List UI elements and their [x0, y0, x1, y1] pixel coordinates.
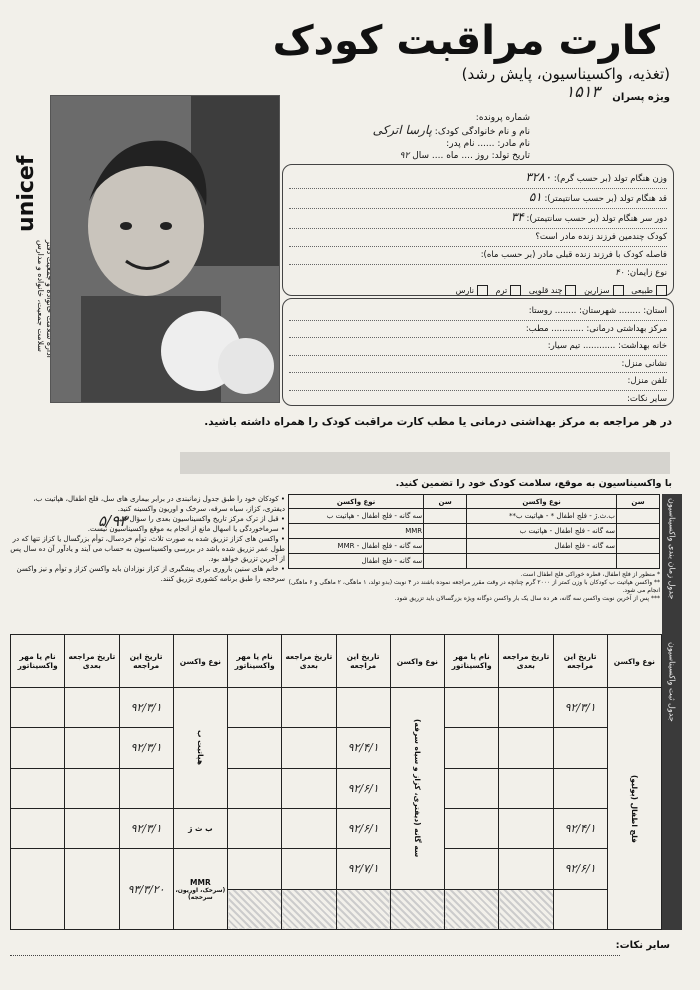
- card-number: ۱۵۱۳: [565, 82, 600, 101]
- head-circ-row: دور سر هنگام تولد (بر حسب سانتیمتر): ۳۴: [289, 209, 667, 229]
- age-table: سن نوع واکسن سن نوع واکسن ب.ث.ژ - فلج اطفال * - هپاتیت ب** سه گانه - فلج اطفال - هپاتیت ب سه گانه - فلج اطفال - هپاتیت ب MMR سه گانه - فلج اطفال سه گانه - فلج اطفال - MMR سه گانه - فلج اطفال * منظور از فلج اطفال، قطره خوراکی فلج اطفال است. ** واکسن هپاتیت ب کودکان با وزن کمتر از ۲۰۰۰ گرم چنانچه در وقت مقرر مراجعه نموده باشند در ۴ نوبت (بدو تولد، ۱ ماهگی، ۲ ماهگی و ۶ ماهگی) انجام می شود. *** پس از آخرین نوبت واکسن سه گانه، هر ده سال یک بار واکسن دوگانه ویژه بزرگسالان باید تزریق شود.: [288, 494, 660, 603]
- checkbox-preterm[interactable]: [477, 285, 488, 296]
- child-order-row: کودک چندمین فرزند زنده مادر است؟: [289, 229, 667, 247]
- tip-item: • کودکان خود را طبق جدول زمانبندی در برابر بیماری های سل، فلج اطفال، هپاتیت ب، دیفتری، کزاز، سیاه سرفه، سرخک و اوریون واکسینه کنید.: [33, 495, 285, 513]
- checkbox-natural[interactable]: [656, 285, 667, 296]
- special-label: ویژه پسران: [612, 92, 670, 103]
- unicef-logo: unicef: [14, 155, 39, 232]
- checkbox-multiple[interactable]: [565, 285, 576, 296]
- identity-block: شماره پرونده: نام و نام خانوادگی کودک: پارسا اترکی نام مادر: ...... نام پدر: تاریخ تولد: روز .... ماه .... سال ۹۲: [372, 113, 530, 161]
- mmr-label: MMR: [190, 877, 211, 887]
- schedule-footer-line: [10, 955, 620, 956]
- tip-item: • سرماخوردگی یا اسهال مانع از انجام به موقع واکسیناسیون نیست.: [87, 525, 285, 533]
- polio-label: فلج اطفال (پولیو): [629, 774, 639, 843]
- dtp-label: سه گانه (دیفتری، کزاز و سیاه سرفه): [412, 719, 422, 858]
- child-photo: [50, 95, 280, 403]
- notice-bold: در هر مراجعه به مرکز بهداشتی درمانی یا مطب کارت مراقبت کودک را همراه داشته باشید.: [204, 416, 672, 428]
- age-table-side: جدول زمان بندی واکسیناسیون: [662, 494, 682, 634]
- birth-height-row: قد هنگام تولد (بر حسب سانتیمتر): ۵۱: [289, 189, 667, 209]
- hepb-label: هپاتیت ب: [195, 730, 205, 766]
- tip-item: • واکسن های کزاز تزریق شده به صورت تلاث، توأم خردسال، توأم بزرگسال یا کزاز تنها که در طول عمر تزریق شده باشد در بررسی واکسیناسیون به حساب می آیند و یادآور آن ده سال پس از آخرین تزریق خواهد بود.: [10, 535, 285, 563]
- tip-item: • خانم های سنین باروری برای پیشگیری از کزاز نوزادان باید واکسن کزاز و توأم و نیز واکسن سرخجه را طبق برنامه کشوری تزریق کنند.: [16, 565, 285, 583]
- birth-info-box: [282, 164, 674, 296]
- tips-list: [10, 494, 285, 628]
- birth-weight-row: وزن هنگام تولد (بر حسب گرم): ۳۲۸۰: [289, 169, 667, 189]
- tips-handwritten: ۵/۹۳: [98, 512, 128, 530]
- vertical-note: سلامت جمعیت، خانواده و مدارس: [36, 240, 45, 352]
- vaccination-schedule: نوع واکسن تاریخ این مراجعه تاریخ مراجعه بعدی نام یا مهر واکسیناتور نوع واکسن تاریخ این مراجعه تاریخ مراجعه بعدی نام یا مهر واکسیناتور نوع واکسن تاریخ این مراجعه تاریخ مراجعه بعدی نام یا مهر واکسیناتور فلج اطفال (پولیو) ۹۲/۳/۱ سه گانه (دیفتری، کزاز و سیاه سرفه) هپاتیت ب ۹۲/۳/۱ ۹۲/۴/۱ ۹۲/۳/۱ ۹۲/۶/۱ ۹۲/۴/۱ ۹۲/۶/۱ ب ث ژ ۹۲/۳/۱ ۹۲/۶/۱ ۹۲/۷/۱ MMR (سرخک، اوریون، سرخجه) ۹۳/۳/۲۰: [10, 634, 662, 930]
- checkbox-term[interactable]: [510, 285, 521, 296]
- birth-interval-row: فاصله کودک با فرزند زنده قبلی مادر (بر حسب ماه):: [289, 247, 667, 265]
- bcg-label: ب ث ژ: [173, 808, 227, 848]
- schedule-side: جدول ثبت واکسیناسیون: [662, 634, 682, 930]
- card-title: کارت مراقبت کودک: [272, 18, 660, 64]
- notice-line2: با واکسیناسیون به موقع، سلامت کودک خود را تضمین کنید.: [395, 478, 672, 489]
- address-box: استان: ........ شهرستان: ........ روستا: مرکز بهداشتی درمانی: ............ مطب: خانه بهداشت: ............ تیم سیار: نشانی منزل: تلفن منزل: سایر نکات:: [282, 298, 674, 406]
- notice-band: [180, 452, 670, 474]
- delivery-type-row: نوع زایمان: ۴۰: [615, 268, 667, 278]
- tip-item: • قبل از ترک مرکز تاریخ واکسیناسیون بعدی را سؤال کنید.: [113, 515, 285, 523]
- delivery-options: طبیعی سزارین چند قلویی ترم نارس: [289, 282, 667, 299]
- schedule-footer: سایر نکات:: [615, 940, 670, 951]
- card-subtitle: (تغذیه، واکسیناسیون، پایش رشد): [461, 65, 670, 83]
- checkbox-cesarean[interactable]: [613, 285, 624, 296]
